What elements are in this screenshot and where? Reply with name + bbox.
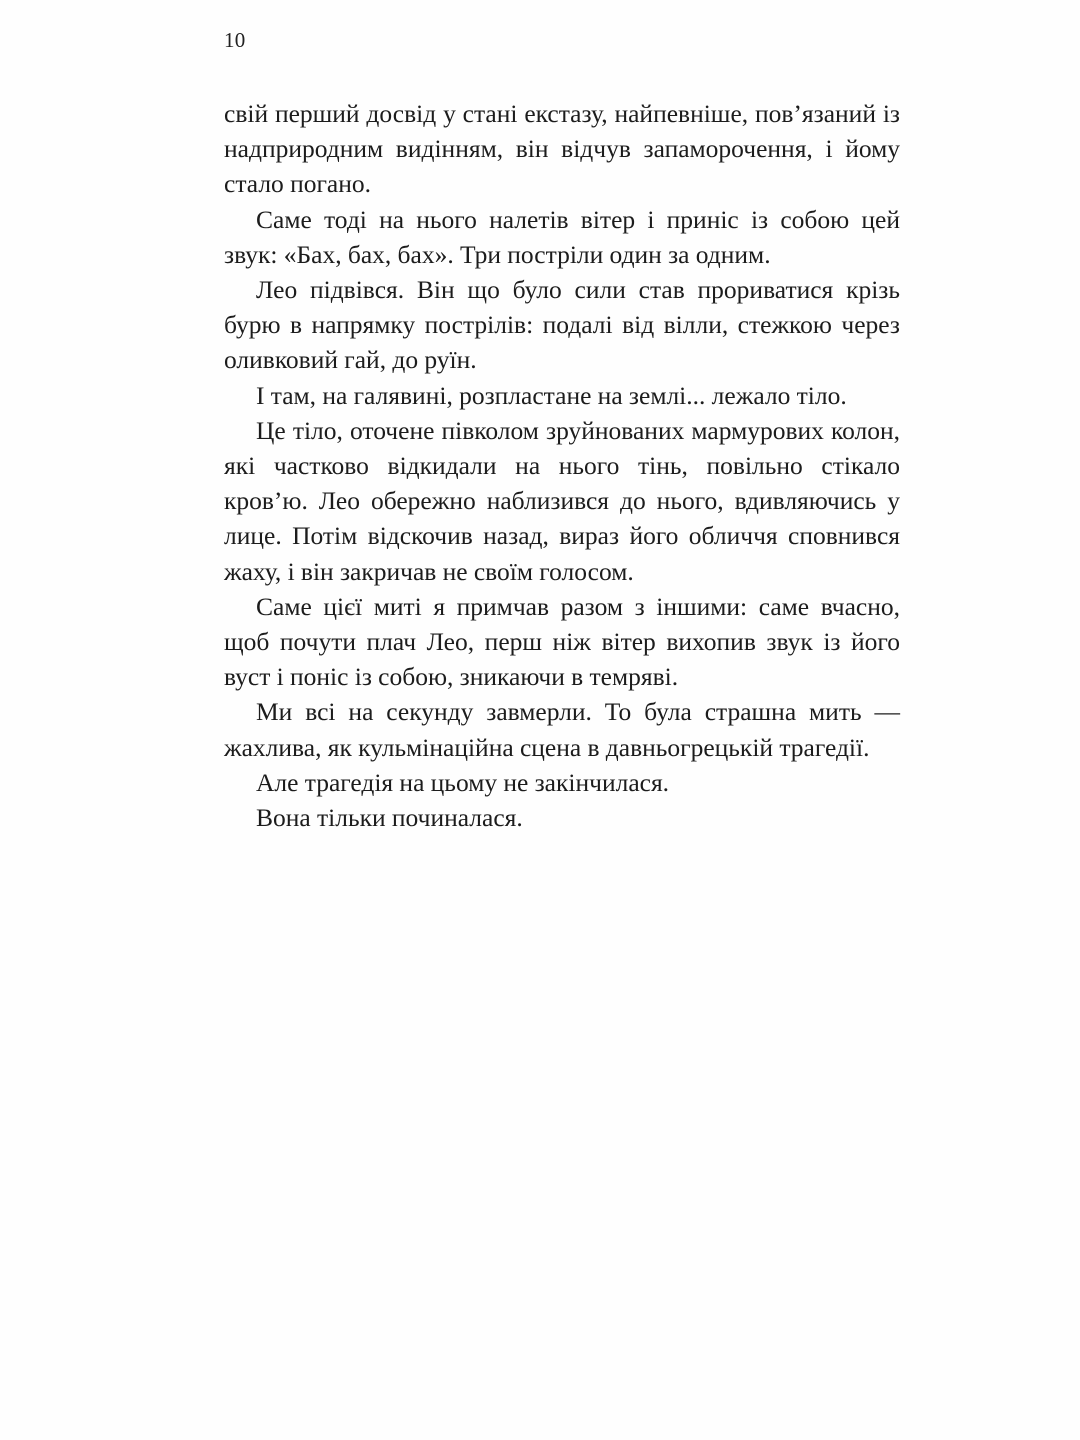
- body-text-block: [224, 96, 900, 835]
- paragraph: І там, на галявині, розпластане на землі... лежало тіло.: [256, 380, 847, 410]
- page-number: 10: [224, 28, 246, 52]
- paragraph: Вона тільки починалася.: [256, 803, 523, 833]
- paragraph: Лео підвівся. Він що було сили став прориватися крізь бурю в напрямку пострілів: подалі від вілли, стежкою через оливковий гай, до руїн.: [224, 275, 900, 375]
- paragraph: Саме цієї миті я примчав разом з іншими: саме вчасно, щоб почути плач Лео, перш ніж вітер вихопив звук із його вуст і поніс із собою, зникаючи в темряві.: [224, 591, 900, 692]
- paragraph: Саме тоді на нього налетів вітер і приніс із собою цей звук: «Бах, бах, бах». Три постріли один за одним.: [224, 204, 900, 269]
- paragraph: Ми всі на секунду завмерли. То була страшна мить — жахлива, як кульмінаційна сцена в давньогрецькій трагедії.: [224, 697, 900, 762]
- paragraph: свій перший досвід у стані екстазу, найпевніше, пов’язаний із надприродним видінням, він відчув запаморочення, і йому стало погано.: [224, 99, 900, 199]
- blank-page-area: [0, 830, 1080, 1440]
- paragraph: Але трагедія на цьому не закінчилася.: [256, 767, 670, 797]
- paragraph: Це тіло, оточене півколом зруйнованих мармурових колон, які частково відкидали на нього тінь, повільно стікало кров’ю. Лео обережно наблизився до нього, вдивляючись у лице. Потім відскочив назад, вираз його обличчя сповнився жаху, і він закричав не своїм голосом.: [224, 415, 900, 586]
